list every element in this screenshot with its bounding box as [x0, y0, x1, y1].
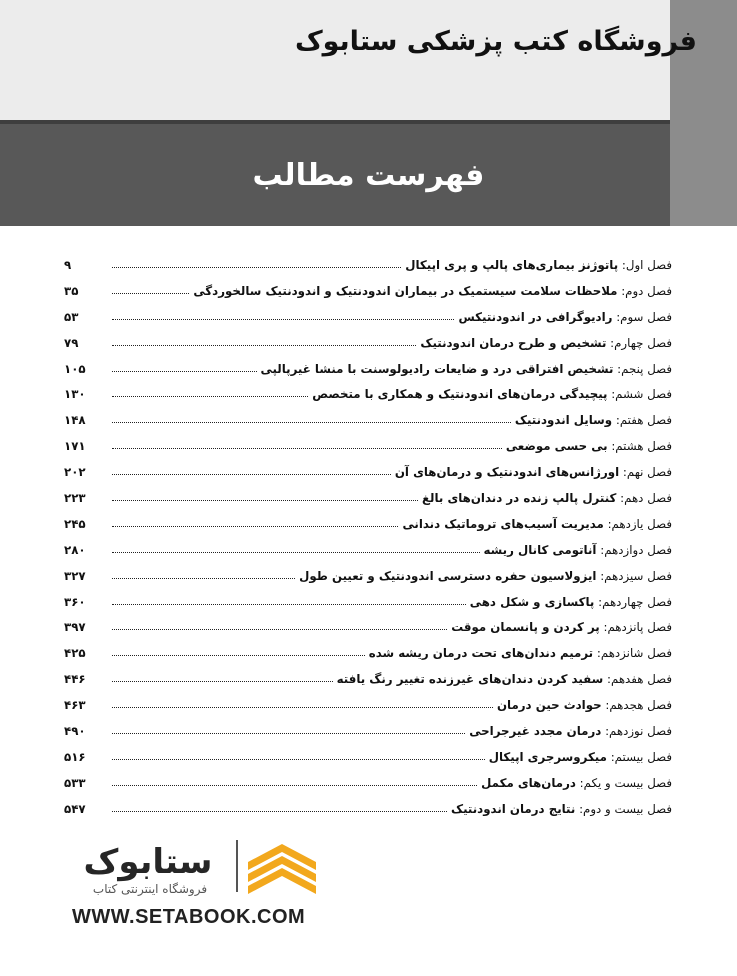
toc-chapter-label: فصل دهم: — [620, 491, 672, 506]
dot-leader — [112, 802, 447, 812]
logo-wordmark: ستابوک — [83, 842, 213, 882]
toc-chapter-title: کنترل پالپ زنده در دندان‌های بالغ — [421, 491, 617, 506]
toc-page-number: ۳۶۰ — [64, 594, 86, 609]
toc-page-number: ۱۳۰ — [64, 387, 86, 402]
toc-row — [64, 465, 672, 491]
toc-chapter-label: فصل هفتم: — [615, 413, 672, 428]
toc-row — [64, 284, 672, 310]
top-band — [0, 0, 670, 120]
toc-chapter-title: پاتوژنز بیماری‌های پالپ و پری اپیکال — [405, 258, 619, 272]
dot-leader — [112, 543, 480, 553]
toc-chapter-label: فصل پنجم: — [617, 361, 672, 376]
page-title: فهرست مطالب — [252, 158, 485, 193]
dot-leader — [112, 336, 416, 346]
toc-chapter-title: تشخیص و طرح درمان اندودنتیک — [420, 335, 607, 350]
toc-chapter-label: فصل هفدهم: — [607, 672, 672, 687]
toc-page-number: ۱۰۵ — [64, 361, 86, 376]
toc-page-number: ۲۲۳ — [64, 491, 86, 506]
toc-page-number: ۴۶۳ — [64, 698, 86, 713]
dot-leader — [112, 258, 401, 268]
website-url[interactable]: WWW.SETABOOK.COM — [72, 906, 306, 928]
toc-chapter-title: ملاحظات سلامت سیستمیک در بیماران اندودنتیک و اندودنتیک سالخوردگی — [193, 283, 618, 298]
toc-chapter-title: آناتومی کانال ریشه — [483, 542, 597, 557]
toc-chapter-title: ترمیم دندان‌های تحت درمان ریشه شده — [368, 646, 594, 661]
toc-row — [64, 776, 672, 802]
toc-page-number: ۱۷۱ — [64, 439, 86, 454]
toc-chapter-label: فصل ششم: — [611, 387, 672, 402]
toc-chapter-label: فصل سیزدهم: — [600, 568, 672, 583]
toc-row — [64, 491, 672, 517]
heading-band-edge — [0, 120, 670, 124]
toc-chapter-title: درمان مجدد غیرجراحی — [469, 724, 602, 739]
dot-leader — [112, 491, 418, 501]
toc-row — [64, 698, 672, 724]
table-of-contents — [64, 258, 672, 828]
dot-leader — [112, 595, 466, 605]
toc-page-number: ۵۳۳ — [64, 775, 86, 790]
toc-page-number: ۴۴۶ — [64, 672, 86, 687]
dot-leader — [112, 569, 295, 579]
toc-page-number: ۳۲۷ — [64, 568, 86, 583]
dot-leader — [112, 387, 308, 397]
dot-leader — [112, 672, 333, 682]
toc-page-number: ۲۸۰ — [64, 542, 86, 557]
toc-chapter-title: پاکسازی و شکل دهی — [469, 594, 595, 609]
toc-chapter-label: فصل دوم: — [621, 283, 672, 298]
dot-leader — [112, 750, 485, 760]
toc-row — [64, 387, 672, 413]
toc-row — [64, 724, 672, 750]
dot-leader — [112, 646, 365, 656]
toc-row — [64, 517, 672, 543]
toc-chapter-title: نتایج درمان اندودنتیک — [451, 801, 576, 816]
logo-tagline: فروشگاه اینترنتی کتاب — [92, 882, 208, 896]
toc-row — [64, 802, 672, 828]
toc-row — [64, 672, 672, 698]
dot-leader — [112, 284, 189, 294]
dot-leader — [112, 439, 502, 449]
toc-chapter-label: فصل شانزدهم: — [596, 646, 672, 661]
toc-chapter-label: فصل چهارم: — [610, 335, 672, 350]
toc-chapter-title: پیچیدگی درمان‌های اندودنتیک و همکاری با متخصص — [312, 387, 608, 402]
toc-page-number: ۷۹ — [64, 335, 79, 350]
toc-chapter-title: پر کردن و پانسمان موقت — [451, 620, 600, 635]
toc-row — [64, 258, 672, 284]
toc-chapter-label: فصل یازدهم: — [607, 516, 672, 531]
toc-page-number: ۱۴۸ — [64, 413, 86, 428]
toc-row — [64, 439, 672, 465]
toc-chapter-title: درمان‌های مکمل — [481, 775, 576, 790]
toc-chapter-title: مدیریت آسیب‌های تروماتیک دندانی — [402, 516, 604, 531]
toc-row — [64, 620, 672, 646]
toc-chapter-label: فصل هشتم: — [611, 439, 672, 454]
toc-chapter-label: فصل اول: — [621, 258, 672, 272]
dot-leader — [112, 698, 493, 708]
toc-chapter-label: فصل دوازدهم: — [600, 542, 672, 557]
toc-chapter-title: رادیوگرافی در اندودنتیکس — [458, 309, 613, 324]
toc-chapter-title: حوادث حین درمان — [496, 698, 602, 713]
toc-chapter-title: وسایل اندودنتیک — [514, 413, 613, 428]
toc-page-number: ۵۴۷ — [64, 801, 86, 816]
toc-row — [64, 646, 672, 672]
dot-leader — [112, 517, 398, 527]
toc-chapter-label: فصل پانزدهم: — [603, 620, 672, 635]
dot-leader — [112, 413, 511, 423]
toc-chapter-title: اورژانس‌های اندودنتیک و درمان‌های آن — [394, 465, 620, 480]
dot-leader — [112, 310, 454, 320]
toc-page-number: ۲۰۲ — [64, 465, 86, 480]
toc-chapter-label: فصل بیستم: — [610, 749, 672, 764]
toc-row — [64, 310, 672, 336]
toc-chapter-label: فصل هجدهم: — [605, 698, 672, 713]
toc-row — [64, 413, 672, 439]
toc-row — [64, 362, 672, 388]
toc-page-number: ۹ — [64, 258, 72, 272]
toc-chapter-label: فصل بیست و یکم: — [579, 775, 672, 790]
toc-row — [64, 750, 672, 776]
toc-page-number: ۴۲۵ — [64, 646, 86, 661]
book-mark-icon — [244, 840, 320, 896]
toc-page-number: ۲۴۵ — [64, 516, 86, 531]
logo-divider — [236, 840, 238, 892]
toc-chapter-label: فصل چهاردهم: — [598, 594, 672, 609]
toc-page-number: ۳۹۷ — [64, 620, 86, 635]
toc-chapter-title: میکروسرجری اپیکال — [488, 749, 607, 764]
dot-leader — [112, 776, 477, 786]
toc-row — [64, 595, 672, 621]
toc-page-number: ۴۹۰ — [64, 724, 86, 739]
toc-chapter-title: ایزولاسیون حفره دسترسی اندودنتیک و تعیین طول — [299, 568, 597, 583]
toc-chapter-label: فصل سوم: — [616, 309, 672, 324]
toc-row — [64, 543, 672, 569]
dot-leader — [112, 465, 391, 475]
store-name: فروشگاه کتب پزشکی ستابوک — [294, 26, 697, 57]
toc-chapter-title: تشخیص افتراقی درد و ضایعات رادیولوسنت با منشا غیرپالپی — [260, 361, 614, 376]
toc-chapter-label: فصل نوزدهم: — [605, 724, 672, 739]
setabook-logo — [70, 838, 320, 898]
toc-chapter-title: سفید کردن دندان‌های غیرزنده تغییر رنگ یافته — [336, 672, 604, 687]
toc-chapter-label: فصل بیست و دوم: — [579, 801, 672, 816]
dot-leader — [112, 724, 465, 734]
toc-page-number: ۳۵ — [64, 283, 79, 298]
toc-page-number: ۵۱۶ — [64, 749, 86, 764]
toc-chapter-title: بی حسی موضعی — [505, 439, 608, 454]
dot-leader — [112, 620, 447, 630]
dot-leader — [112, 362, 257, 372]
toc-chapter-label: فصل نهم: — [622, 465, 672, 480]
toc-page-number: ۵۳ — [64, 309, 79, 324]
toc-row — [64, 336, 672, 362]
toc-row — [64, 569, 672, 595]
